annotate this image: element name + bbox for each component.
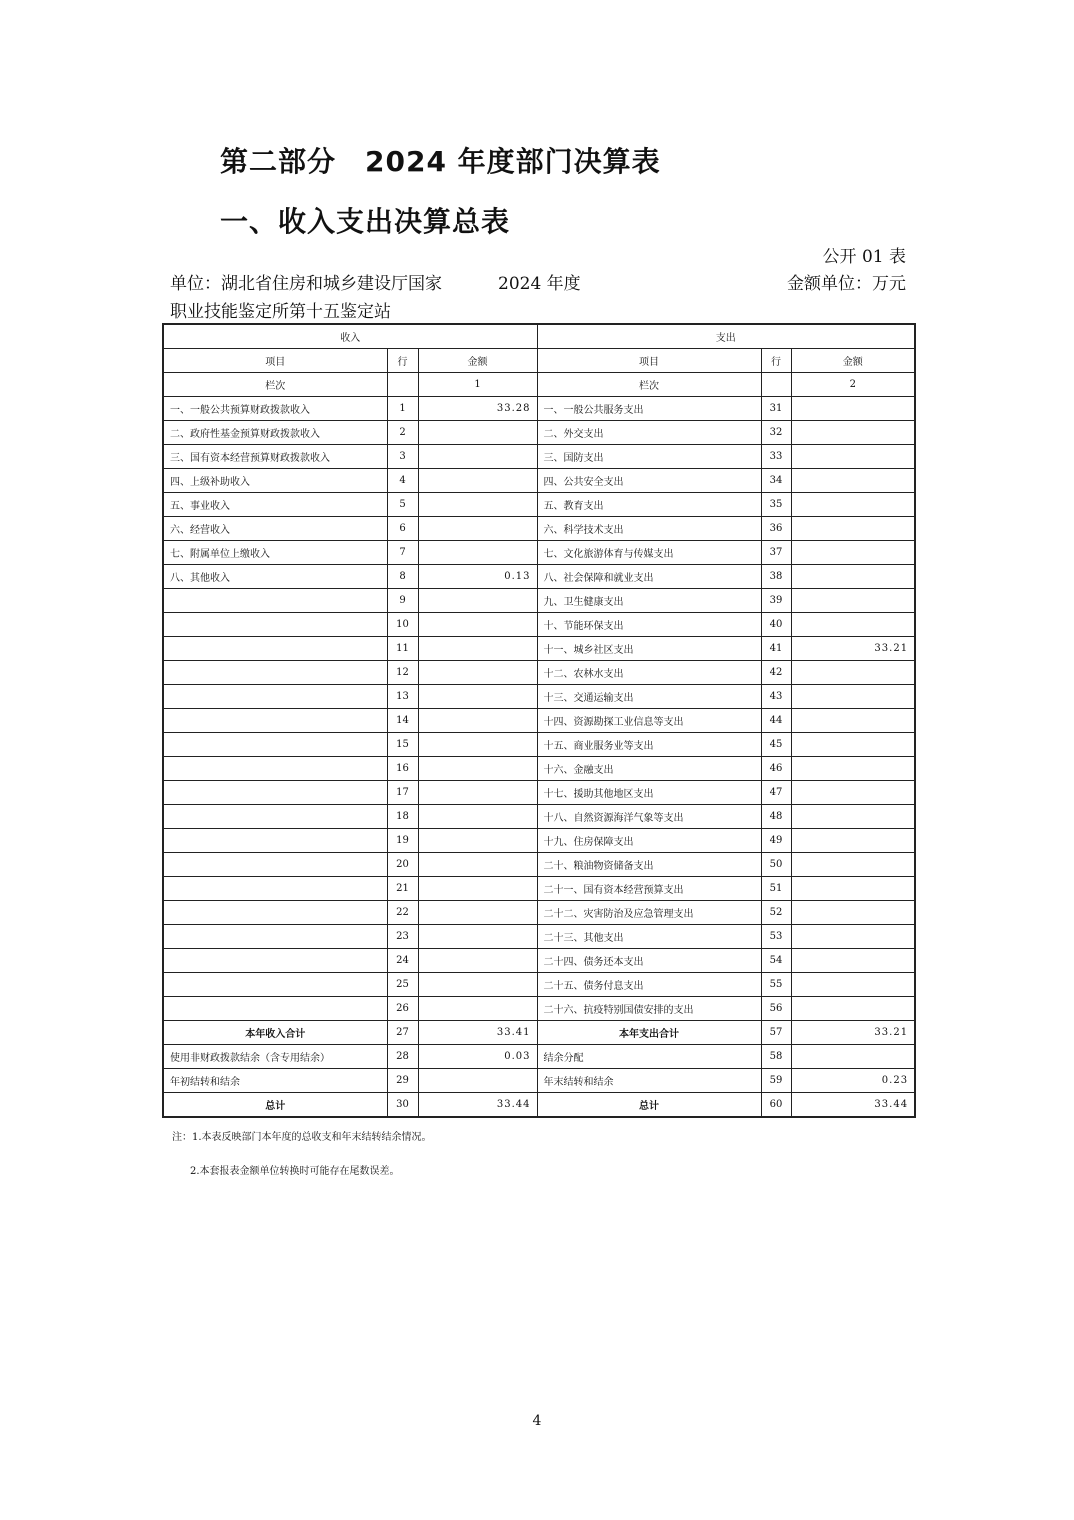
income-row-no: 28 [387,1045,418,1069]
table-row [163,493,915,517]
expense-item: 十、节能环保支出 [537,613,761,637]
income-item: 使用非财政拨款结余（含专用结余） [163,1045,387,1069]
income-amount: 33.28 [418,397,537,421]
income-amount [418,757,537,781]
expense-amount [791,565,915,589]
income-amount [418,853,537,877]
table-row [163,565,915,589]
income-item: 四、上级补助收入 [163,469,387,493]
grand-total-row [163,1093,915,1118]
expense-amount [791,781,915,805]
income-item [163,805,387,829]
income-amount [418,925,537,949]
budget-summary-table [162,323,916,1118]
expense-item: 十六、金融支出 [537,757,761,781]
income-item [163,973,387,997]
expense-row-no: 42 [761,661,791,685]
expense-item: 二十、粮油物资储备支出 [537,853,761,877]
year-label: 2024 年度 [498,274,581,294]
income-item [163,901,387,925]
income-item [163,997,387,1021]
expense-amount [791,733,915,757]
income-row-no: 14 [387,709,418,733]
table-row [163,781,915,805]
expense-amount [791,541,915,565]
expense-row-no: 50 [761,853,791,877]
page-number: 4 [532,1413,542,1429]
income-row-no: 1 [387,397,418,421]
expense-item: 二十六、抗疫特别国债安排的支出 [537,997,761,1021]
table-row [163,829,915,853]
income-amount: 0.13 [418,565,537,589]
section-title: 第二部分 2024 年度部门决算表 [220,145,661,178]
expense-row-no: 39 [761,589,791,613]
expense-row-no: 36 [761,517,791,541]
expense-item: 八、社会保障和就业支出 [537,565,761,589]
income-item: 一、一般公共预算财政拨款收入 [163,397,387,421]
expense-row-no: 31 [761,397,791,421]
expense-total-label: 本年支出合计 [537,1021,761,1045]
form-code: 公开 01 表 [822,247,906,267]
table-row [163,589,915,613]
expense-row-no: 35 [761,493,791,517]
expense-amount [791,397,915,421]
income-amount [418,685,537,709]
income-item [163,733,387,757]
income-total-label: 总计 [163,1093,387,1118]
income-amount [418,1069,537,1093]
income-row-no: 2 [387,421,418,445]
expense-amount [791,445,915,469]
expense-row-no: 44 [761,709,791,733]
income-row-no: 15 [387,733,418,757]
expense-amount [791,1045,915,1069]
expense-amount [791,829,915,853]
expense-total-row-no: 60 [761,1093,791,1118]
table-row [163,661,915,685]
income-total-row-no: 30 [387,1093,418,1118]
group-header-row [163,324,915,349]
income-item [163,925,387,949]
income-row-no: 7 [387,541,418,565]
expense-item: 三、国防支出 [537,445,761,469]
income-row-no: 17 [387,781,418,805]
expense-item: 十四、资源勘探工业信息等支出 [537,709,761,733]
expense-amount [791,805,915,829]
expense-total-amount: 33.44 [791,1093,915,1118]
expense-row-no: 38 [761,565,791,589]
table-row [163,877,915,901]
income-amount [418,517,537,541]
income-item: 八、其他收入 [163,565,387,589]
expense-amount [791,589,915,613]
expense-amount [791,877,915,901]
expense-total-label: 总计 [537,1093,761,1118]
table-row [163,709,915,733]
income-row-no: 3 [387,445,418,469]
income-row-header: 行 [387,349,418,373]
balance-row [163,1069,915,1093]
income-item [163,709,387,733]
expense-row-no: 37 [761,541,791,565]
expense-row-no: 41 [761,637,791,661]
income-row-no: 23 [387,925,418,949]
expense-amount [791,709,915,733]
unit-label: 单位：湖北省住房和城乡建设厅国家职业技能鉴定所第十五鉴定站 [170,274,442,322]
expense-amount-header: 金额 [791,349,915,373]
expense-row-no: 45 [761,733,791,757]
income-item [163,853,387,877]
table-row [163,397,915,421]
income-order-label: 栏次 [163,373,387,397]
expense-item: 二、外交支出 [537,421,761,445]
expense-item: 二十二、灾害防治及应急管理支出 [537,901,761,925]
income-row-no: 24 [387,949,418,973]
income-amount-header: 金额 [418,349,537,373]
income-amount [418,949,537,973]
table-row [163,613,915,637]
table-row [163,733,915,757]
expense-total-row-no: 57 [761,1021,791,1045]
income-item [163,949,387,973]
expense-amount [791,853,915,877]
income-item [163,877,387,901]
table-row [163,469,915,493]
expense-item: 十二、农林水支出 [537,661,761,685]
money-unit: 金额单位：万元 [787,274,906,294]
income-amount: 0.03 [418,1045,537,1069]
expense-order-no: 2 [791,373,915,397]
expense-row-no: 47 [761,781,791,805]
income-row-no: 6 [387,517,418,541]
income-amount [418,421,537,445]
expense-item: 五、教育支出 [537,493,761,517]
expense-item: 结余分配 [537,1045,761,1069]
expense-item: 七、文化旅游体育与传媒支出 [537,541,761,565]
income-item [163,613,387,637]
table-row [163,517,915,541]
table-row [163,541,915,565]
expense-row-no: 40 [761,613,791,637]
income-row-no: 11 [387,637,418,661]
income-amount [418,541,537,565]
expense-amount [791,469,915,493]
income-amount [418,613,537,637]
column-order-row [163,373,915,397]
expense-item: 十八、自然资源海洋气象等支出 [537,805,761,829]
expense-row-no: 59 [761,1069,791,1093]
income-amount [418,781,537,805]
expense-amount [791,613,915,637]
income-amount [418,805,537,829]
expense-row-no: 46 [761,757,791,781]
expense-item: 年末结转和结余 [537,1069,761,1093]
income-row-no: 5 [387,493,418,517]
expense-total-amount: 33.21 [791,1021,915,1045]
income-item: 年初结转和结余 [163,1069,387,1093]
income-row-no: 8 [387,565,418,589]
year-total-row [163,1021,915,1045]
income-row-no: 12 [387,661,418,685]
income-amount [418,997,537,1021]
income-row-no: 22 [387,901,418,925]
expense-amount [791,757,915,781]
income-amount [418,709,537,733]
expense-row-no: 48 [761,805,791,829]
expense-item: 十七、援助其他地区支出 [537,781,761,805]
expense-item: 九、卫生健康支出 [537,589,761,613]
table-row [163,685,915,709]
expense-amount [791,493,915,517]
income-row-no: 19 [387,829,418,853]
expense-order-blank [761,373,791,397]
column-header-row [163,349,915,373]
income-row-no: 4 [387,469,418,493]
expense-amount [791,973,915,997]
income-total-label: 本年收入合计 [163,1021,387,1045]
expense-row-no: 55 [761,973,791,997]
income-row-no: 25 [387,973,418,997]
income-item [163,637,387,661]
income-row-no: 16 [387,757,418,781]
expense-amount [791,901,915,925]
expense-order-label: 栏次 [537,373,761,397]
expense-item: 二十四、债务还本支出 [537,949,761,973]
expense-row-no: 54 [761,949,791,973]
expense-item: 十五、商业服务业等支出 [537,733,761,757]
table-title: 一、收入支出决算总表 [220,205,511,238]
table-row [163,757,915,781]
income-row-no: 10 [387,613,418,637]
expense-item: 四、公共安全支出 [537,469,761,493]
expense-row-no: 53 [761,925,791,949]
table-row [163,421,915,445]
income-row-no: 21 [387,877,418,901]
expense-amount [791,685,915,709]
income-amount [418,661,537,685]
income-row-no: 9 [387,589,418,613]
income-amount [418,493,537,517]
income-row-no: 29 [387,1069,418,1093]
expense-header: 支出 [537,324,915,349]
income-row-no: 20 [387,853,418,877]
table-row [163,973,915,997]
expense-row-no: 34 [761,469,791,493]
expense-item: 六、科学技术支出 [537,517,761,541]
expense-amount [791,517,915,541]
income-item [163,829,387,853]
expense-row-no: 49 [761,829,791,853]
table-row [163,997,915,1021]
expense-amount [791,421,915,445]
income-item: 五、事业收入 [163,493,387,517]
expense-item: 十三、交通运输支出 [537,685,761,709]
income-header: 收入 [163,324,537,349]
expense-row-no: 51 [761,877,791,901]
expense-item: 二十一、国有资本经营预算支出 [537,877,761,901]
expense-row-header: 行 [761,349,791,373]
income-amount [418,733,537,757]
expense-amount: 33.21 [791,637,915,661]
income-row-no: 26 [387,997,418,1021]
income-amount [418,973,537,997]
income-amount [418,445,537,469]
expense-item: 二十三、其他支出 [537,925,761,949]
balance-row [163,1045,915,1069]
table-row [163,637,915,661]
income-amount [418,901,537,925]
income-item [163,757,387,781]
expense-amount [791,925,915,949]
income-item: 七、附属单位上缴收入 [163,541,387,565]
income-item: 二、政府性基金预算财政拨款收入 [163,421,387,445]
table-row [163,853,915,877]
income-item [163,781,387,805]
expense-row-no: 52 [761,901,791,925]
income-total-row-no: 27 [387,1021,418,1045]
income-total-amount: 33.44 [418,1093,537,1118]
note-1: 注：1.本表反映部门本年度的总收支和年末结转结余情况。 [172,1132,432,1143]
income-total-amount: 33.41 [418,1021,537,1045]
income-order-no: 1 [418,373,537,397]
expense-amount [791,949,915,973]
expense-item: 十一、城乡社区支出 [537,637,761,661]
expense-row-no: 43 [761,685,791,709]
income-row-no: 18 [387,805,418,829]
table-row [163,901,915,925]
expense-row-no: 33 [761,445,791,469]
expense-amount: 0.23 [791,1069,915,1093]
expense-item-header: 项目 [537,349,761,373]
table-row [163,805,915,829]
income-item [163,589,387,613]
income-item: 六、经营收入 [163,517,387,541]
income-item: 三、国有资本经营预算财政拨款收入 [163,445,387,469]
table-row [163,925,915,949]
table-row [163,445,915,469]
income-item [163,661,387,685]
expense-amount [791,661,915,685]
note-2: 2.本套报表金额单位转换时可能存在尾数误差。 [190,1166,400,1177]
income-amount [418,829,537,853]
expense-item: 十九、住房保障支出 [537,829,761,853]
income-order-blank [387,373,418,397]
expense-row-no: 56 [761,997,791,1021]
expense-amount [791,997,915,1021]
expense-item: 二十五、债务付息支出 [537,973,761,997]
income-amount [418,637,537,661]
expense-row-no: 58 [761,1045,791,1069]
table-row [163,949,915,973]
income-item-header: 项目 [163,349,387,373]
income-amount [418,469,537,493]
expense-row-no: 32 [761,421,791,445]
expense-item: 一、一般公共服务支出 [537,397,761,421]
income-row-no: 13 [387,685,418,709]
income-item [163,685,387,709]
income-amount [418,877,537,901]
income-amount [418,589,537,613]
